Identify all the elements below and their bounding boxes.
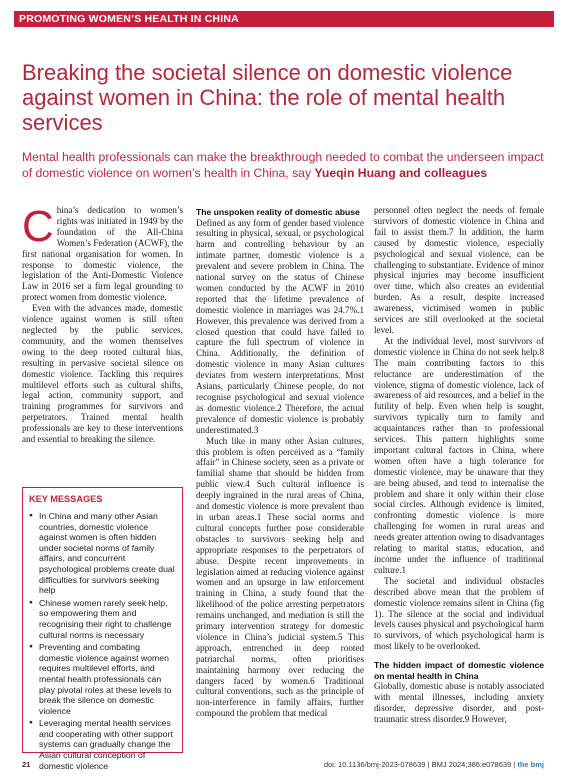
key-message-item: ● Preventing and combating domestic violence against women requires multilevel efforts, and mental health professionals can play pivotal roles at these levels to break the silence on domestic violence bbox=[29, 642, 176, 716]
key-message-item: ● Leveraging mental health services and cooperating with other support systems can gradually change the Asian cultural conception of domestic violence bbox=[29, 718, 176, 771]
key-message-item: ● In China and many other Asian countries, domestic violence against women is often hidden under societal norms of family affairs, and concurrent psychological problems create dual difficulties for survivors seeking help bbox=[29, 511, 176, 596]
key-messages-title: KEY MESSAGES bbox=[29, 494, 103, 504]
paragraph: Even with the advances made, domestic violence against women is still often neglected by the public services, community, and the women themselves owing to the deep rooted cultural bias, resulting in pervasive societal silence on domestic violence. Tackling this requires multilevel efforts such as cultural shifts, legal action, community support, and training programmes for survivors and perpetrators. Trained mental health professionals are key to these interventions and essential to breaking the silence. bbox=[22, 303, 183, 445]
standfirst bbox=[22, 150, 552, 181]
bmj-logo: the bmj bbox=[517, 760, 544, 769]
paragraph: Defined as any form of gender based violence resulting in physical, sexual, or psychological harm and controlling behaviour by an intimate partner, domestic violence is a prevalent and severe problem in China. The national survey on the status of Chinese women conducted by the ACWF in 2010 reported that the lifetime prevalence of domestic violence in marriages was 24.7%.1 However, this prevalence was derived from a closed question that could have failed to capture the full spectrum of violence in China. Additionally, the definition of domestic violence in many Asian cultures deviates from western interpretations. Most Asians, particularly Chinese people, do not recognise psychological and sexual violence as domestic violence.2 Therefore, the actual prevalence of domestic violence is probably underestimated.3 bbox=[196, 217, 364, 435]
key-message-item: ● Chinese women rarely seek help, so empowering them and recognising their right to challenge cultural norms is necessary bbox=[29, 598, 176, 640]
paragraph: The societal and individual obstacles described above mean that the problem of domestic violence remains silent in China (fig 1). The silence at the social and individual levels causes physical and psychological harm to survivors, of which psychological harm is most likely to be overlooked. bbox=[374, 575, 544, 652]
section-heading: The hidden impact of domestic violence on mental health in China bbox=[374, 660, 544, 681]
intro-paragraph bbox=[22, 205, 183, 303]
standfirst-text: Mental health professionals can make the breakthrough needed to combat the underseen impact of domestic violence on women’s health in China, say bbox=[22, 150, 544, 180]
citation-text: doi: 10.1136/bmj-2023-078639 | BMJ 2024;386:e078639 | bbox=[323, 760, 518, 769]
column-3 bbox=[374, 205, 544, 759]
article-title: Breaking the societal silence on domestic violence against women in China: the role of mental health services bbox=[22, 60, 513, 135]
standfirst-authors: Yueqin Huang and colleagues bbox=[314, 165, 488, 180]
intro-text: hina’s dedication to women’s rights was initiated in 1949 by the foundation of the All-China Women’s Federation (ACWF), the first national organisation for women. In response to domestic violence, the legislation of the Anti-Domestic Violence Law in 2016 set a firm legal grounding to protect women from domestic violence. bbox=[22, 205, 183, 303]
page-footer bbox=[22, 760, 544, 772]
drop-cap: C bbox=[22, 205, 54, 251]
column-2 bbox=[196, 205, 364, 759]
paragraph: At the individual level, most survivors of domestic violence in China do not seek help.8 The main contributing factors to this reluctance are underestimation of the violence, stigma of domestic violence, lack of awareness of aid resources, and a belief in the futility of help. Even when help is sought, survivors typically turn to family and acquaintances rather than to professional services. This pattern highlights some important cultural factors in China, where women often have a high tolerance for domestic violence, may be unaware that they are being abused, and tend to internalise the problem and share it only within their close social circles. Although evidence is limited, confronting domestic violence is more challenging for women in rural areas and needs greater attention owing to disadvantages relating to marital status, education, and income under the influence of traditional culture.1 bbox=[374, 335, 544, 575]
section-banner: PROMOTING WOMEN’S HEALTH IN CHINA bbox=[14, 11, 554, 27]
page-number: 21 bbox=[22, 760, 31, 769]
paragraph: personnel often neglect the needs of female survivors of domestic violence in China and fail to assist them.7 In addition, the harm caused by domestic violence, especially psychological and sexual violence, can be challenging to substantiate. Evidence of minor physical injuries may become insufficient over time, which also creates an evidential burden. As a result, despite increased awareness, victimised women in public services are still overlooked at the societal level. bbox=[374, 205, 544, 335]
paragraph: Globally, domestic abuse is notably associated with mental illnesses, including anxiety disorder, depressive disorder, and post-traumatic stress disorder.9 However, bbox=[374, 681, 544, 724]
paragraph: Much like in many other Asian cultures, this problem is often perceived as a “family affair” in Chinese society, seen as a private or familial shame that should be hidden from public view.4 Such cultural influence is deeply ingrained in the rural areas of China, and domestic violence is more prevalent than in urban areas.1 These social norms and cultural concepts further pose considerable obstacles to survivors seeking help and appropriate responses to the perpetrators of abuse. Despite recent improvements in legislation aimed at reducing violence against women and an upsurge in law enforcement training in China, a study found that the likelihood of the police arresting perpetrators remains unchanged, and mediation is still the primary intervention strategy for domestic violence in China’s judicial system.5 This approach, entrenched in deep rooted patriarchal norms, often prioritises maintaining harmony over reducing the dangers faced by women.6 Traditional cultural conventions, such as the principle of non-interference in family affairs, further compound the problem that medical bbox=[196, 435, 364, 719]
column-1 bbox=[22, 205, 183, 465]
section-heading: The unspoken reality of domestic abuse bbox=[196, 207, 360, 217]
key-messages-list bbox=[29, 511, 176, 771]
citation bbox=[324, 760, 544, 769]
